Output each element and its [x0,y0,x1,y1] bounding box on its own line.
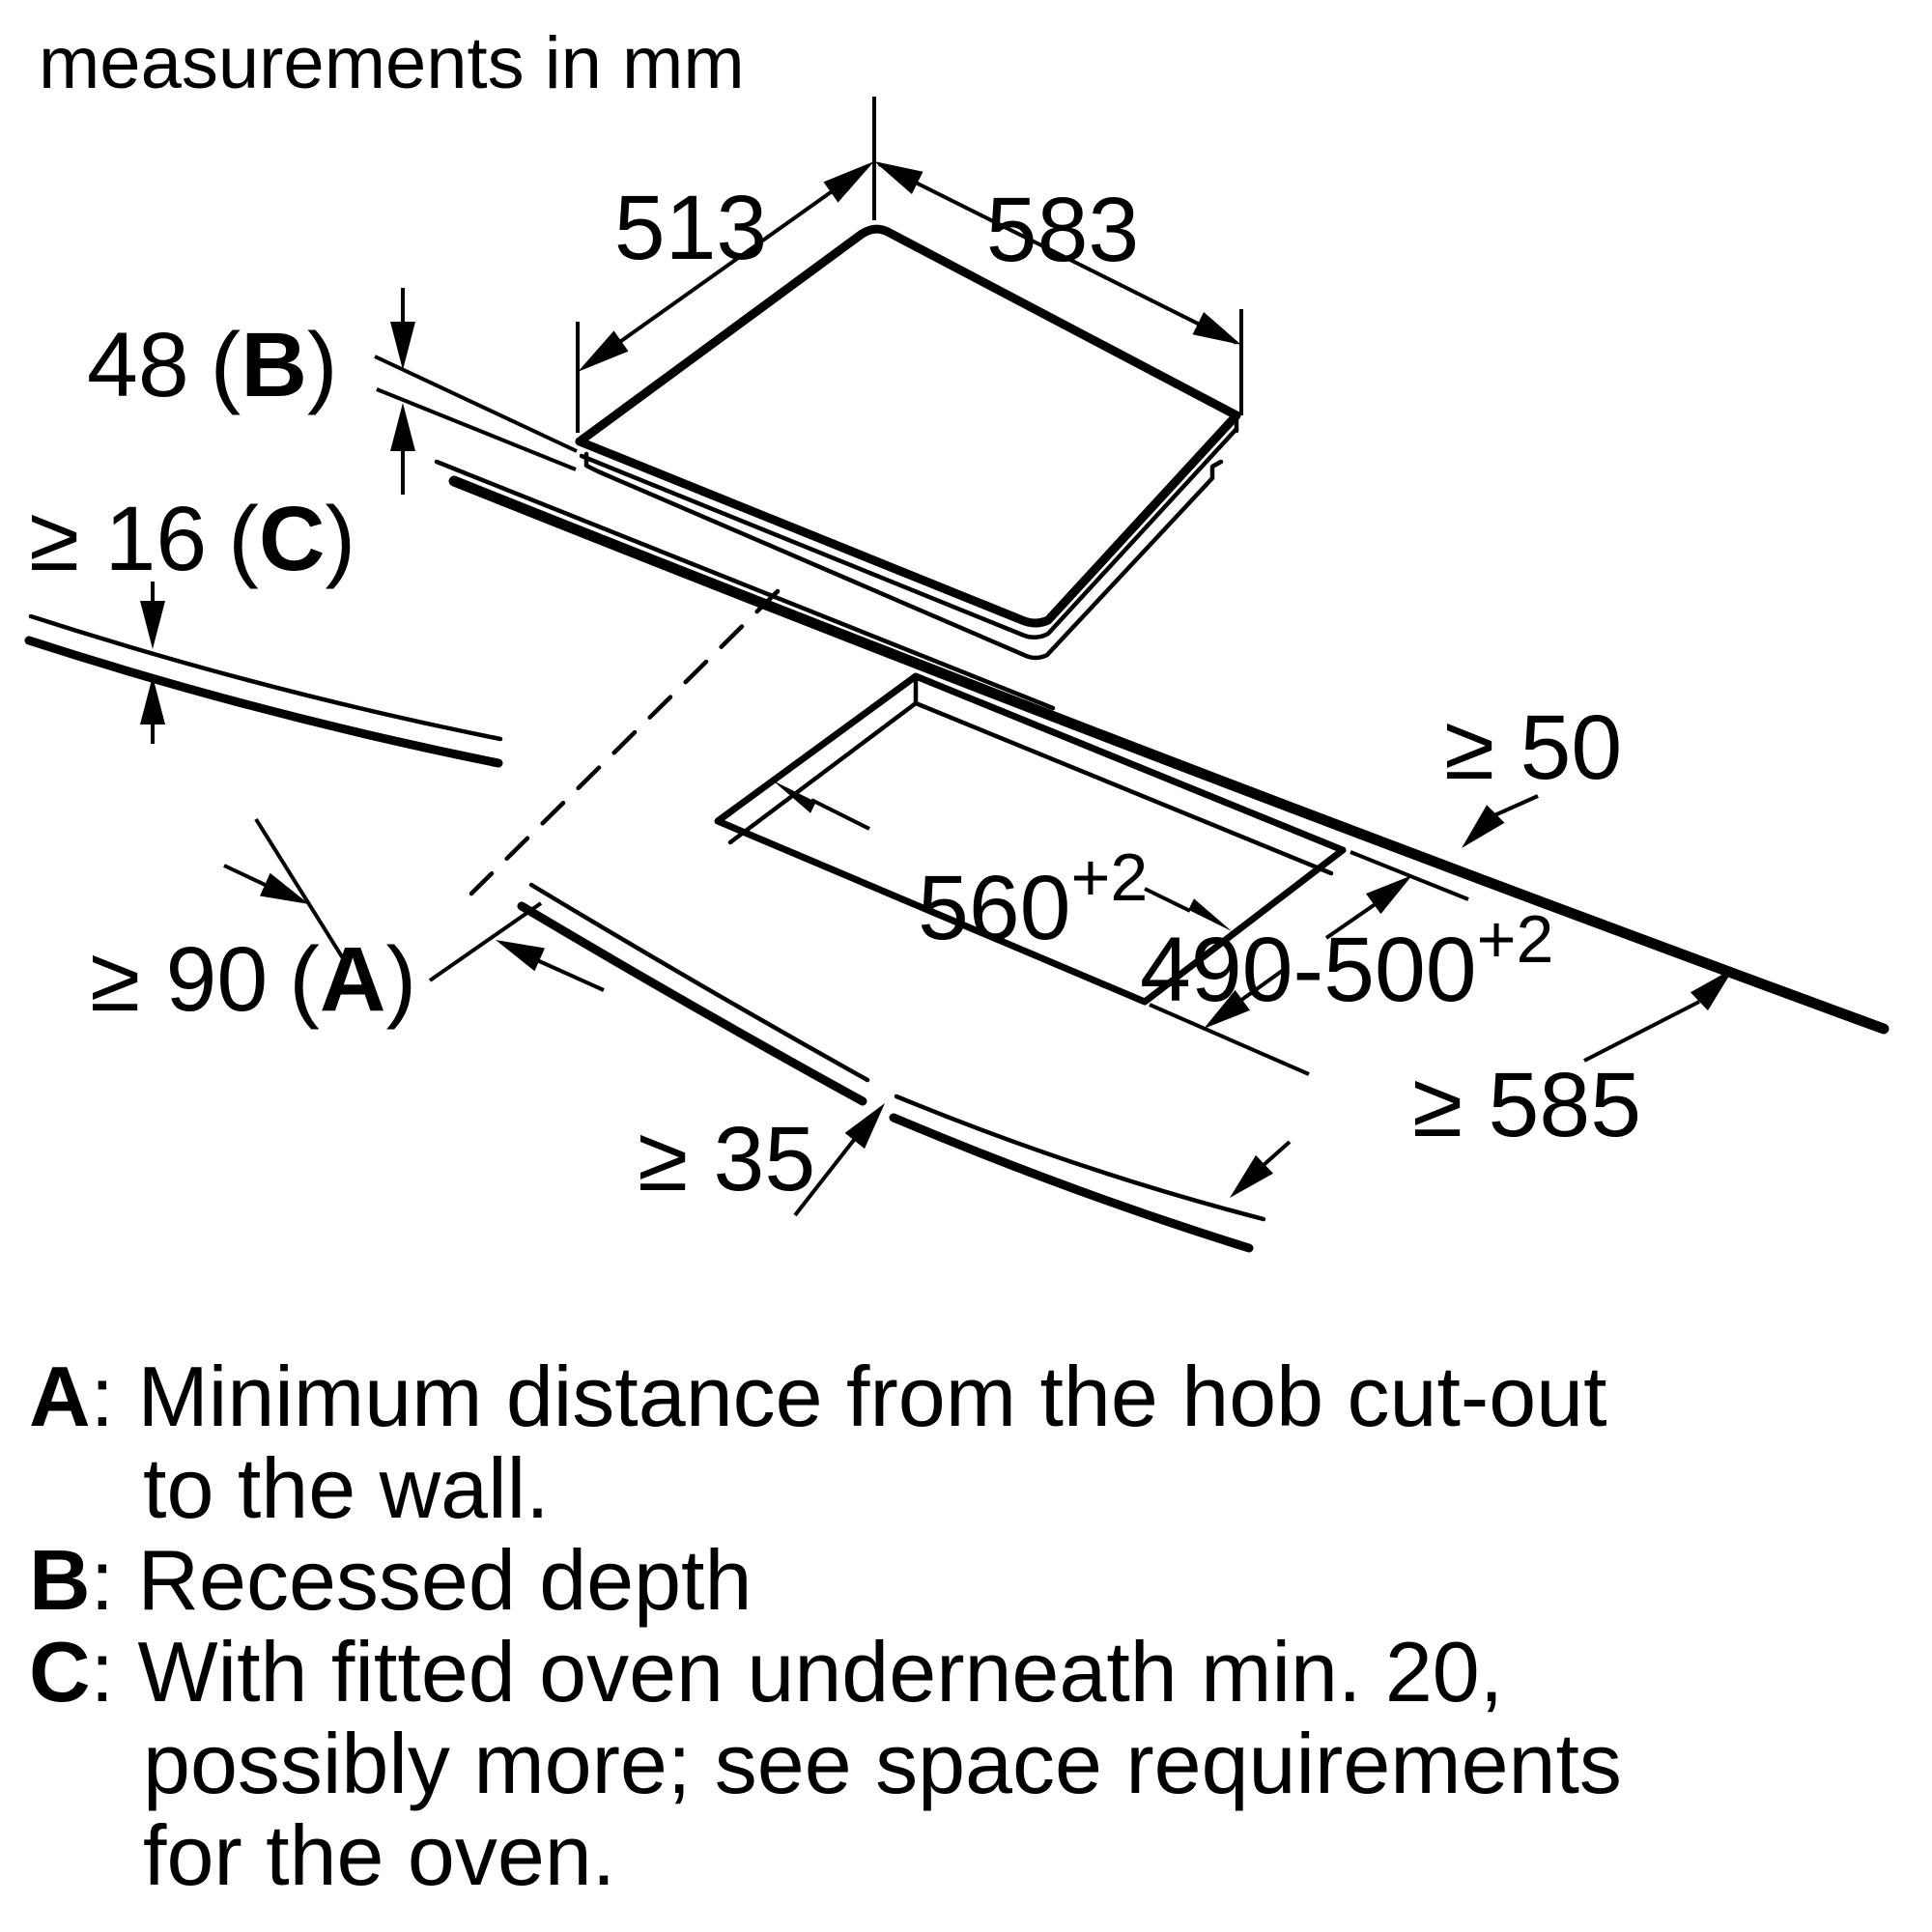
legend-row-A-cont: to the wall. [143,1440,550,1536]
legend-separator: : [90,1532,138,1628]
arrowhead [496,940,545,971]
dim-label-48B: 48 (B) [87,314,338,416]
arrowhead [1366,875,1412,914]
dim-label-560: $560^{+2}$ [918,839,1149,959]
dim-label-583: 583 [985,179,1140,281]
arrow-shaft [1492,796,1538,816]
worktop-front-top-edge-1 [531,885,867,1080]
dimension-48-B [87,288,577,495]
dimension-90-A [90,819,604,1031]
legend-row-A [29,1350,1884,1442]
legend-letter-B: B [29,1532,91,1628]
legend-text: Minimum distance from the hob cut-out [137,1349,1607,1444]
ext-line [1350,852,1468,899]
legend-letter-C: C [29,1624,91,1719]
dimension-50 [1444,696,1622,848]
arrow-shaft [1145,889,1190,911]
legend-letter-A: A [29,1349,91,1444]
legend-separator: : [90,1349,138,1444]
dimension-513 [578,97,874,433]
dim-label-16C: ≥ 16 (C) [29,488,356,590]
legend-row-C [29,1626,1884,1718]
legend [29,1350,1884,1901]
legend-row-C-cont: possibly more; see space requirements [143,1716,1622,1811]
arrowhead [1193,312,1242,345]
arrow-shaft [1263,1142,1290,1166]
dimension-16-C [29,488,355,744]
hob-top-front-outline [580,415,1236,623]
arrowhead [140,601,165,649]
arrowhead [578,330,629,372]
arrowhead [1462,805,1505,848]
dimension-583 [874,161,1241,415]
dim-label-513: 513 [613,177,768,279]
dim-label-585: ≥ 585 [1412,1054,1642,1156]
legend-separator: : [90,1624,138,1719]
legend-text: Recessed depth [137,1532,753,1628]
worktop-left-bottom-edge [29,640,498,763]
arrowhead [390,322,415,370]
arrowhead [874,161,923,194]
ext-line [430,903,541,980]
dimension-35 [638,1103,885,1215]
arrow-shaft [537,960,604,990]
dim-label-35: ≥ 35 [638,1108,816,1210]
dim-label-490-500: $490-500^{+2}$ [1140,901,1554,1021]
legend-row-B [29,1534,1884,1626]
page-title: measurements in mm [39,22,745,104]
arrowhead [773,781,822,813]
dim-label-90A: ≥ 90 (A) [90,928,417,1031]
dim-label-50: ≥ 50 [1444,696,1623,799]
arrowhead [824,161,875,203]
projection-dashed-line [471,591,778,894]
worktop-front-bottom-edge-2 [894,1118,1249,1248]
worktop-left-top-edge [31,616,500,739]
worktop-back-edge [437,462,1053,708]
arrow-shaft [811,800,869,829]
worktop-front-bottom-edge-1 [522,906,863,1101]
legend-text: With fitted oven underneath min. 20, [137,1624,1504,1719]
worktop-front-top-edge-2 [896,1096,1264,1219]
arrowhead [390,403,415,451]
arrow-shaft [1584,1002,1699,1061]
legend-row-C-cont: for the oven. [143,1807,616,1903]
arrowhead [260,873,309,904]
